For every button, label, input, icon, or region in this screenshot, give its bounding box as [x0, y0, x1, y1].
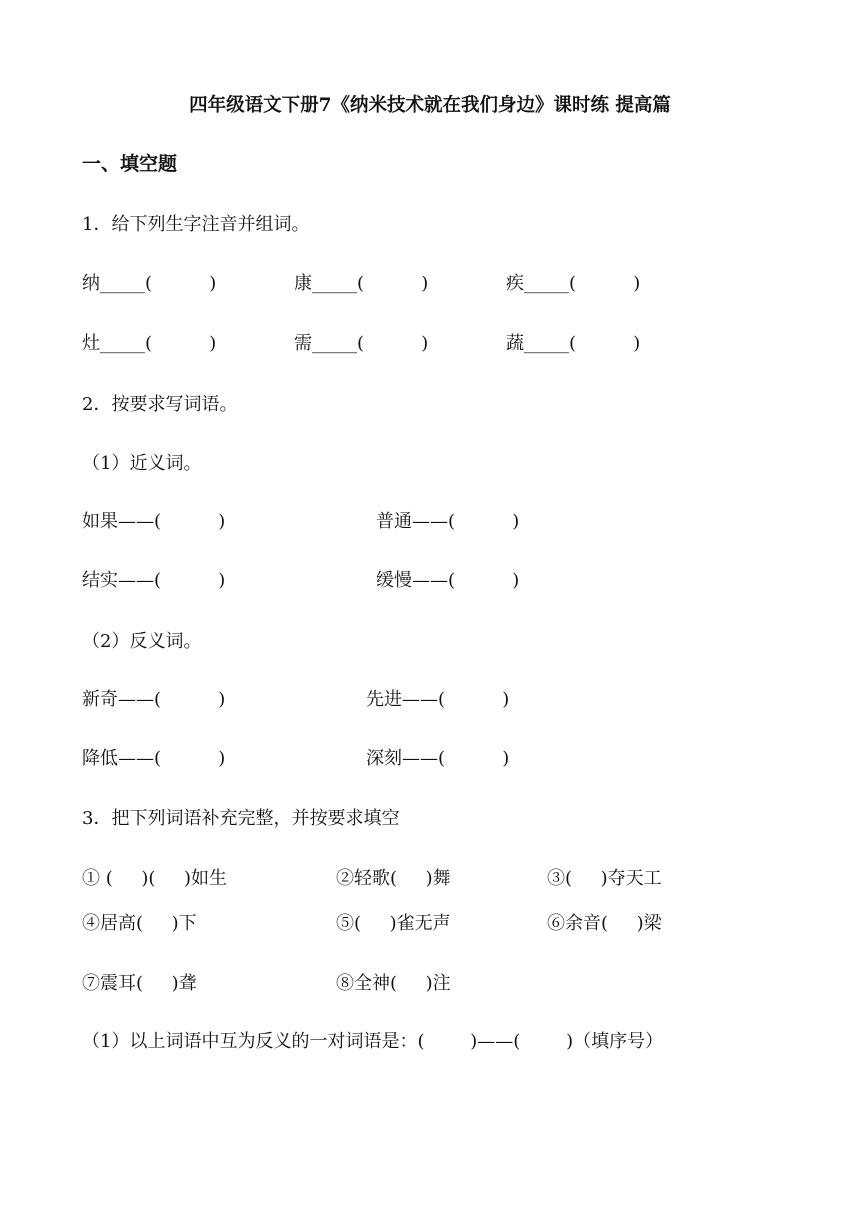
q2-antonym-shenke: 深刻——( ) [366, 748, 510, 769]
q3-idiom-5: ⑤( )雀无声 [336, 913, 451, 934]
q3-idiom-7: ⑦震耳( )聋 [82, 973, 197, 994]
question-2-prompt: 2．按要求写词语。 [82, 394, 238, 415]
q2-synonym-ruguo: 如果——( ) [82, 511, 226, 532]
q2-antonyms-label: （2）反义词。 [82, 631, 202, 652]
q2-antonym-xinqi: 新奇——( ) [82, 689, 226, 710]
q3-idiom-3: ③( )夺天工 [547, 868, 662, 889]
q2-antonym-xianjin: 先进——( ) [366, 689, 510, 710]
worksheet-title: 四年级语文下册7《纳米技术就在我们身边》课时练 提高篇 [189, 95, 671, 116]
q2-synonym-huanman: 缓慢——( ) [376, 570, 520, 591]
q1-item-kang: 康_____( ) [294, 273, 429, 294]
q1-item-shu: 蔬_____( ) [506, 333, 641, 354]
q1-item-na: 纳_____( ) [82, 273, 217, 294]
q2-synonym-putong: 普通——( ) [376, 511, 520, 532]
q2-synonyms-label: （1）近义词。 [82, 453, 202, 474]
q1-item-zao: 灶_____( ) [82, 333, 217, 354]
q2-synonym-jieshi: 结实——( ) [82, 570, 226, 591]
q3-idiom-1: ① ( )( )如生 [82, 868, 228, 889]
question-1-prompt: 1．给下列生字注音并组词。 [82, 214, 310, 235]
q3-idiom-6: ⑥余音( )梁 [547, 913, 662, 934]
q2-antonym-jiangdi: 降低——( ) [82, 748, 226, 769]
question-3-prompt: 3．把下列词语补充完整，并按要求填空 [82, 808, 400, 829]
q3-idiom-8: ⑧全神( )注 [336, 973, 451, 994]
q3-idiom-4: ④居高( )下 [82, 913, 197, 934]
section-heading-fill-in-blanks: 一、填空题 [82, 153, 178, 175]
q3-idiom-2: ②轻歌( )舞 [336, 868, 451, 889]
q3-sub-question-1: （1）以上词语中互为反义的一对词语是：( )——( )（填序号） [82, 1031, 664, 1052]
q1-item-xu: 需_____( ) [294, 333, 429, 354]
q1-item-ji: 疾_____( ) [506, 273, 641, 294]
